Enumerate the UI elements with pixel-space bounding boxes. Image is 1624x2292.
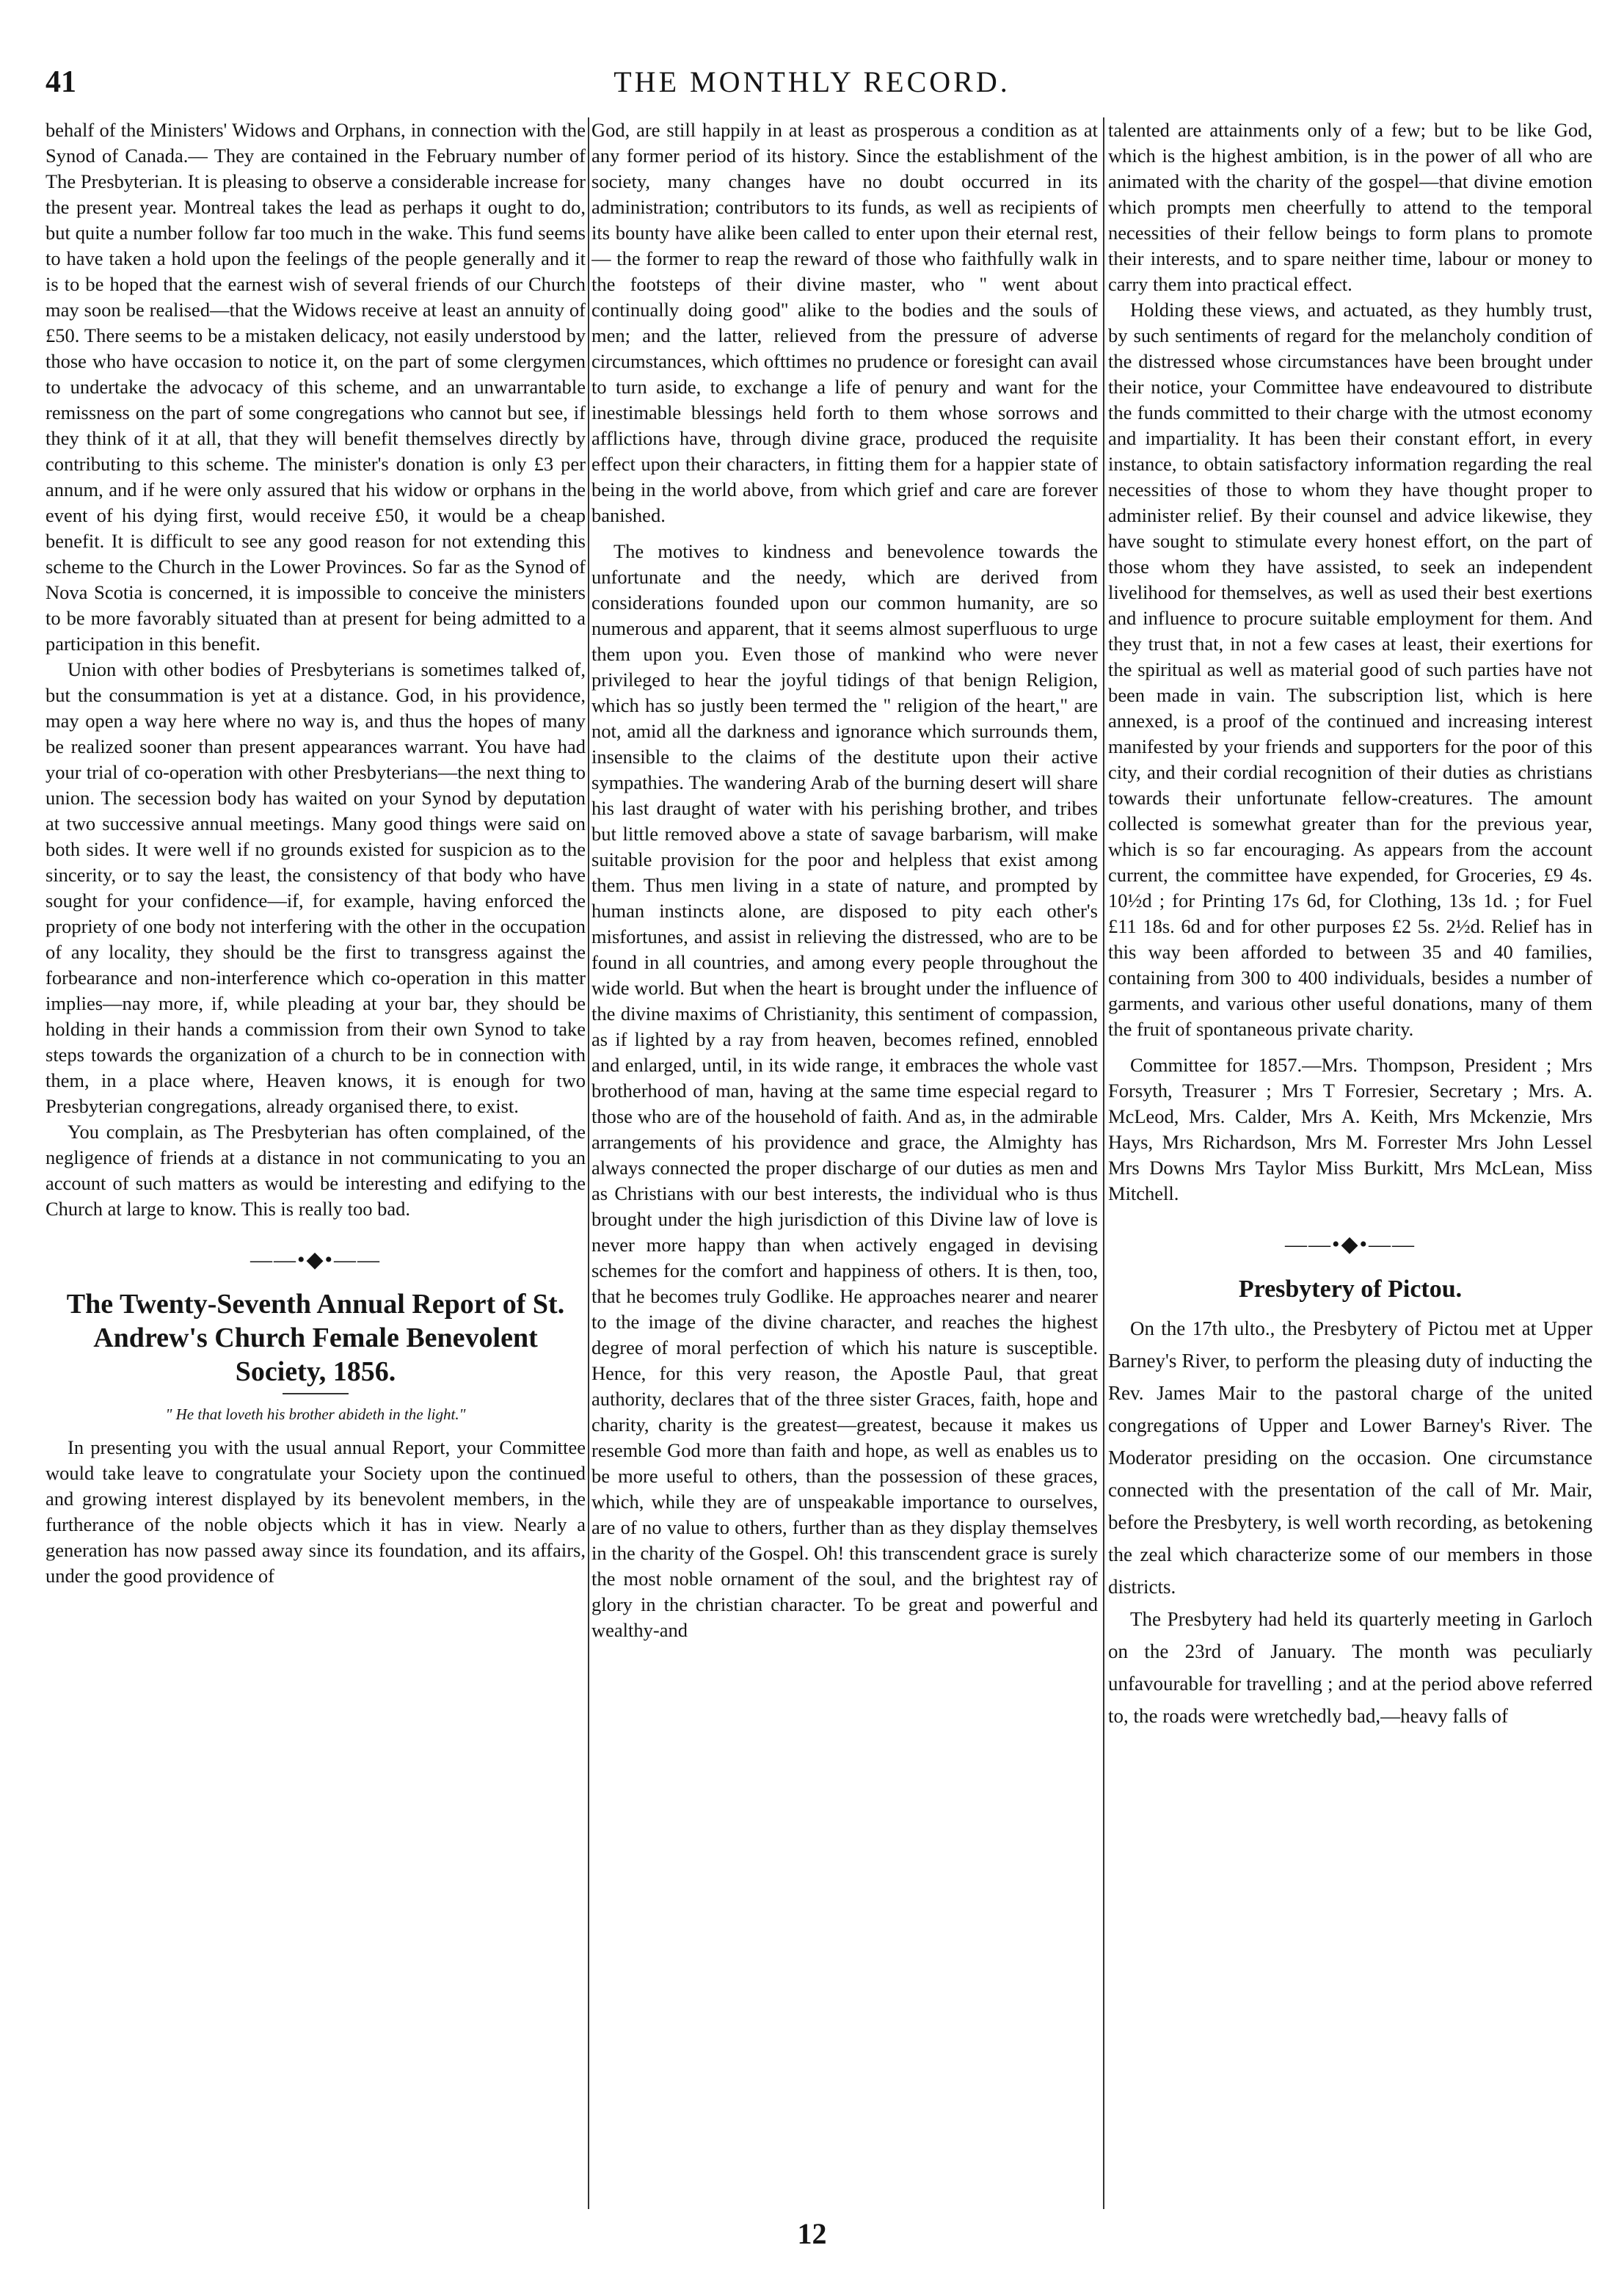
ornament-divider: ——•◆•——: [1284, 1232, 1416, 1256]
epigraph: " He that loveth his brother abideth in the light.": [165, 1405, 466, 1423]
paragraph: The motives to kindness and benevolence towards the unfortunate and the needy, which are derived from considerations founded upon our common humanity, are so numerous and apparent, that it seems almost superfluous to urge them upon you. Even those of mankind who were never privileged to hear the joyful tidings of that benign Religion, which has so justly been termed the " religion of the heart," are not, amid all the darkness and ignorance which surrounds them, insensible to the claims of the destitute upon their active sympathies. The wandering Arab of the burning desert will share his last draught of water with his perishing brother, and tribes but little removed above a state of savage barbarism, will make suitable provision for the poor and helpless that exist among them. Thus men living in a state of nature, and prompted by human instincts alone, are disposed to pity each other's misfortunes, and assist in relieving the distressed, who are to be found in all countries, and among every people throughout the wide world. But when the heart is brought under the influence of the divine maxims of Christianity, this sentiment of compassion, as if lighted by a ray from heaven, becomes refined, ennobled and enlarged, until, in its wide range, it embraces the whole vast brotherhood of man, having at the same time especial regard to those who are of the household of faith. And as, in the admirable arrangements of his providence and grace, the Almighty has always connected the proper discharge of our duties as men and as Christians with our best interests, the individual who is thus brought under the high jurisdiction of this Divine law of love is never more happy than when actively engaged in devising schemes for the comfort and happiness of others. It is then, too, that he becomes truly Godlike. He approaches nearer and nearer to the image of the divine character, and reaches the highest degree of moral perfection of which his nature is susceptible. Hence, for this very reason, the Apostle Paul, that great authority, declares that of the three sister Graces, faith, hope and charity, charity is the greatest—greatest, because it makes us resemble God more than faith and hope, as well as enables us to be more useful to others, than the possession of these graces, which, while they are of unspeakable importance to ourselves, are of no value to others, further than as they display themselves in the charity of the Gospel. Oh! this transcendent grace is surely the most noble ornament of the soul, and the brightest ray of glory in the christian character. To be great and powerful and wealthy-and: [591, 540, 1098, 1641]
signature-mark: 12: [797, 2217, 827, 2250]
column-1: [45, 117, 586, 2202]
paragraph: God, are still happily in at least as prosperous a condition as at any former period of its history. Since the establishment of the society, many changes have no doubt occurred in its administration; contributors to its funds, as well as recipients of its bounty have alike been called to enter upon their eternal rest,— the former to reap the reward of those who faithfully walk in the footsteps of their divine master, who " went about continually doing good" alike to the bodies and the souls of men; and the latter, relieved from the pressure of adverse circumstances, which ofttimes no prudence or foresight can avail to turn aside, to exchange a life of penury and want for the inestimable blessings held forth to them whose sorrows and afflictions have, through divine grace, produced the requisite effect upon their characters, in fitting them for a happier state of being in the world above, from which grief and care are forever banished.: [591, 119, 1098, 526]
paragraph: Union with other bodies of Presbyterians is sometimes talked of, but the consummation is yet at a distance. God, in his providence, may open a way here where no way is, and thus the hopes of many be realized sooner than present appearances warrant. You have had your trial of co-operation with other Presbyterians—the next thing to union. The secession body has waited on your Synod by deputation at two successive annual meetings. Many good things were said on both sides. It were well if no grounds existed for suspicion as to the sincerity, or to say the least, the consistency of that body who have sought for your confidence—if, for example, having enforced the propriety of one body not interfering with the other in the occupation of any locality, they should be the first to transgress against the forbearance and non-interference which co-operation in this matter implies—nay more, if, while pleading at your bar, they should be holding in their hands a commission from their own Synod to take steps towards the organization of a church to be in connection with them, in a place where, Heaven knows, it is enough for two Presbyterian congregations, already organised there, to exist.: [45, 658, 586, 1117]
paragraph: Committee for 1857.—Mrs. Thompson, President ; Mrs Forsyth, Treasurer ; Mrs T Forresier, Secretary ; Mrs. A. McLeod, Mrs. Calder, Mrs A. Keith, Mrs Mckenzie, Mrs Hays, Mrs Richardson, Mrs M. Forrester Mrs John Lessel Mrs Downs Mrs Taylor Miss Burkitt, Mrs McLean, Miss Mitchell.: [1108, 1054, 1592, 1204]
column-3: [1108, 117, 1592, 2202]
paragraph: behalf of the Ministers' Widows and Orphans, in connection with the Synod of Canada.— They are contained in the February number of The Presbyterian. It is pleasing to observe a considerable increase for the present year. Montreal takes the lead as perhaps it ought to do, but quite a number follow far too much in the wake. This fund seems to have taken a hold upon the feelings of the people generally and it is to be hoped that the earnest wish of several friends of our Church may soon be realised—that the Widows receive at least an annuity of £50. There seems to be a mistaken delicacy, not easily understood by those who have occasion to notice it, on the part of some clergymen to undertake the advocacy of this scheme, and an unwarrantable remissness on the part of some congregations who cannot but see, if they think of it at all, that they will benefit themselves directly by contributing to this scheme. The minister's donation is only £3 per annum, and if he were only assured that his widow or orphans in the event of his dying first, would receive £50, it would be a cheap benefit. It is difficult to see any good reason for not extending this scheme to the Church in the Lower Provinces. So far as the Synod of Nova Scotia is concerned, it is impossible to conceive the ministers to be more favorably situated than at present for being admitted to a participation in this benefit.: [45, 119, 586, 655]
paragraph: On the 17th ulto., the Presbytery of Pictou met at Upper Barney's River, to perform the pleasing duty of inducting the Rev. James Mair to the pastoral charge of the united congregations of Upper and Lower Barney's River. The Moderator presiding on the occasion. One circumstance connected with the presentation of the call of Mr. Mair, before the Presbytery, is well worth recording, as betokening the zeal which characterize some of our members in those districts.: [1108, 1317, 1592, 1598]
paragraph: Holding these views, and actuated, as they humbly trust, by such sentiments of regard for the melancholy condition of the distressed whose circumstances have been brought under their notice, your Committee have endeavoured to distribute the funds committed to their charge with the utmost economy and impartiality. It has been their constant effort, in every instance, to obtain satisfactory information regarding the real necessities of those to whom they have thought proper to administer relief. By their counsel and advice likewise, they have sought to stimulate every honest effort, on the part of those whom they have assisted, to seek an independent livelihood for themselves, as well as used their best exertions and influence to procure suitable employment for them. And they trust that, in not a few cases at least, their exertions for the spiritual as well as material good of such parties have not been made in vain. The subscription list, which is here annexed, is a proof of the continued and increasing interest manifested by your friends and supporters for the poor of this city, and their cordial recognition of their duties as christians towards their unfortunate fellow-creatures. The amount collected is somewhat greater than for the previous year, which is so far encouraging. As appears from the account current, the committee have expended, for Groceries, £9 4s. 10½d ; for Printing 17s 6d, for Clothing, 13s 1d. ; for Fuel £11 18s. 6d and for other purposes £2 5s. 2½d. Relief has in this way been afforded to between 35 and 40 families, containing from 300 to 400 individuals, besides a number of garments, and various other useful donations, many of them the fruit of spontaneous private charity.: [1108, 299, 1592, 1040]
page-header: [45, 65, 1579, 103]
paragraph: You complain, as The Presbyterian has often complained, of the negligence of friends at a distance in not communicating to you an account of such matters as would be interesting and edifying to the Church at large to know. This is really too bad.: [45, 1121, 586, 1220]
column-2: [591, 117, 1098, 2202]
article-title: The Twenty-Seventh Annual Report of St. Andrew's Church Female Benevolent Society, 1856.: [66, 1289, 565, 1387]
section-body: [1108, 1312, 1592, 1732]
section-title: Presbytery of Pictou.: [1238, 1276, 1463, 1303]
title-rule: [283, 1393, 349, 1394]
page-number: 41: [45, 65, 76, 99]
running-title: THE MONTHLY RECORD.: [613, 65, 1011, 98]
paragraph: The Presbytery had held its quarterly meeting in Garloch on the 23rd of January. The month was peculiarly unfavourable for travelling ; and at the period above referred to, the roads were wretchedly bad,—heavy falls of: [1108, 1608, 1592, 1727]
column-rule-2: [1103, 117, 1104, 2209]
column-rule-1: [588, 117, 589, 2209]
ornament-divider: ——•◆•——: [250, 1248, 382, 1272]
paragraph: In presenting you with the usual annual Report, your Committee would take leave to congratulate your Society upon the continued and growing interest displayed by its benevolent members, in the furtherance of the noble objects which it has in view. Nearly a generation has now passed away since its foundation, and its affairs, under the good providence of: [45, 1436, 586, 1587]
paragraph: talented are attainments only of a few; but to be like God, which is the highest ambition, is in the power of all who are animated with the charity of the gospel—that divine emotion which prompts men cheerfully to attend to the temporal necessities of their fellow beings to form plans to promote their interests, and to spare neither time, labour or money to carry them into practical effect.: [1108, 119, 1592, 295]
